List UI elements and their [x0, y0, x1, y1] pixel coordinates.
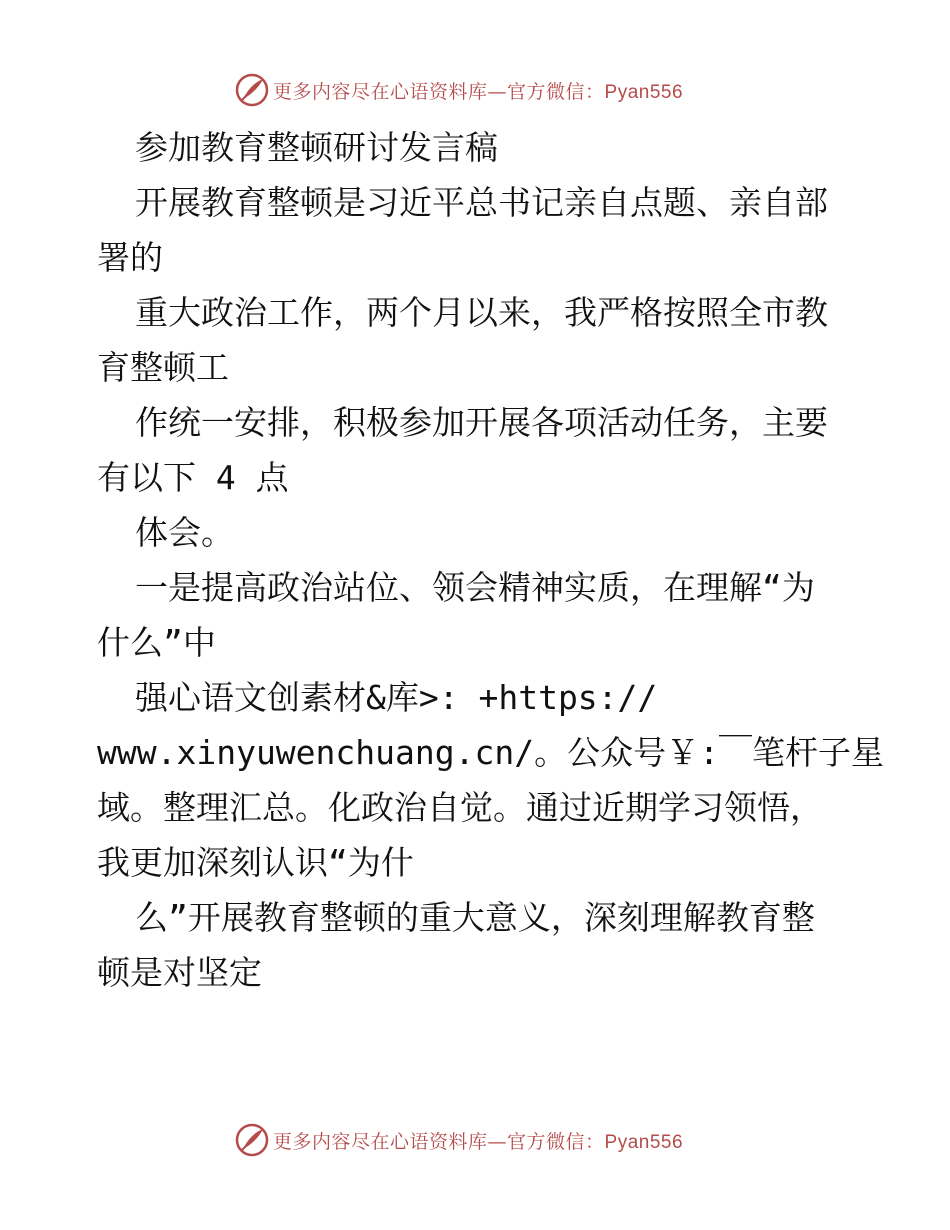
- paragraph-line: 么”开展教育整顿的重大意义，深刻理解教育整: [135, 898, 815, 937]
- paragraph-line: 署的: [97, 238, 163, 277]
- footer-banner[interactable]: [235, 1122, 683, 1158]
- paragraph-line: 顿是对坚定: [97, 953, 262, 992]
- banner-text: 更多内容尽在心语资料库—官方微信：Pyan556: [273, 1130, 684, 1153]
- paragraph-line: 体会。: [135, 513, 234, 552]
- paragraph-line: 一是提高政治站位、领会精神实质，在理解“为: [135, 568, 815, 607]
- paragraph-line: 什么”中: [97, 623, 216, 662]
- quill-pen-logo-icon: [235, 1123, 269, 1157]
- paragraph-line: 我更加深刻认识“为什: [97, 843, 414, 882]
- document-body: [97, 120, 884, 1000]
- paragraph-line: 强心语文创素材&库>: +https://: [135, 678, 658, 717]
- paragraph-line: 域。整理汇总。化政治自觉。通过近期学习领悟，: [97, 788, 823, 827]
- paragraph-line: 开展教育整顿是习近平总书记亲自点题、亲自部: [135, 183, 828, 222]
- paragraph-line: 有以下 4 点: [97, 458, 289, 497]
- header-banner[interactable]: [235, 72, 683, 108]
- banner-text: 更多内容尽在心语资料库—官方微信：Pyan556: [273, 80, 684, 103]
- paragraph-line: 作统一安排，积极参加开展各项活动任务，主要: [135, 403, 828, 442]
- paragraph-line: www.xinyuwenchuang.cn/。公众号￥:￣笔杆子星: [97, 733, 884, 772]
- quill-pen-logo-icon: [235, 73, 269, 107]
- doc-title: 参加教育整顿研讨发言稿: [135, 128, 498, 167]
- paragraph-line: 重大政治工作，两个月以来，我严格按照全市教: [135, 293, 828, 332]
- paragraph-line: 育整顿工: [97, 348, 229, 387]
